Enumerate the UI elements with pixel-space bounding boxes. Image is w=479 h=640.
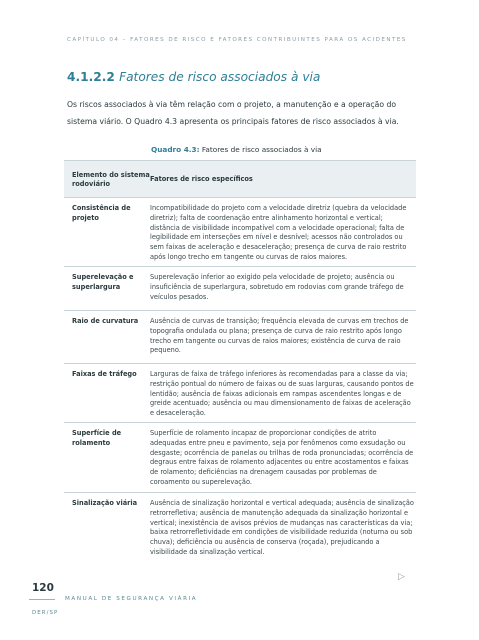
row-factors: Larguras de faixa de tráfego inferiores às recomendadas para a classe da via; restrição pontual do número de faixas ou de suas larguras, causando pontos de lentidão; ausência de faixas adicionais em rampas ascendentes longas e de greide acentuado; ausência ou mau dimensionamento de faixas de aceleração e desaceleração. <box>150 370 414 418</box>
footer-divider <box>29 599 55 600</box>
table-row <box>64 493 416 571</box>
row-factors: Superelevação inferior ao exigido pela velocidade de projeto; ausência ou insuficiência de superlargura, sobretudo em rodovias com grande tráfego de veículos pesados. <box>150 273 404 301</box>
table-row <box>64 423 416 493</box>
page-number: 120 <box>32 582 54 594</box>
table-row <box>64 311 416 364</box>
row-element: Sinalização viária <box>72 499 138 507</box>
row-factors: Ausência de curvas de transição; frequência elevada de curvas em trechos de topografia ondulada ou plana; presença de curva de raio restrito após longo trecho em tangente ou curvas de raios maiores; existência de curva de raio pequeno. <box>150 317 409 355</box>
row-element: Consistência de projeto <box>72 204 131 222</box>
risk-factors-table <box>64 160 416 571</box>
next-page-icon[interactable]: ▷ <box>398 572 405 582</box>
chapter-header: CAPÍTULO 04 – FATORES DE RISCO E FATORES CONTRIBUINTES PARA OS ACIDENTES <box>67 37 407 43</box>
row-element: Raio de curvatura <box>72 317 139 325</box>
table-row <box>64 198 416 267</box>
organization-label: DER/SP <box>32 610 59 616</box>
table-caption <box>151 145 322 154</box>
header-element: Elemento do sistema rodoviário <box>72 171 150 188</box>
row-element: Superfície de rolamento <box>72 429 122 447</box>
intro-paragraph: Os riscos associados à via têm relação com o projeto, a manutenção e a operação do sistema viário. O Quadro 4.3 apresenta os principais fatores de risco associados à via. <box>67 100 399 126</box>
row-factors: Ausência de sinalização horizontal e vertical adequada; ausência de sinalização retrorrefletiva; ausência de manutenção adequada da sinalização horizontal e vertical; inexistência de avisos prévios de mudanças nas características da via; baixa retrorrefletividade em condições de visibilidade reduzida (noturna ou sob chuva); deficiência ou ausência de conserva (roçada), prejudicando a visibilidade da sinalização vertical. <box>150 499 414 556</box>
table-row <box>64 267 416 311</box>
caption-text: Fatores de risco associados à via <box>201 145 322 154</box>
header-factors: Fatores de risco específicos <box>150 175 253 183</box>
manual-title: MANUAL DE SEGURANÇA VIÁRIA <box>65 596 198 602</box>
table-header <box>64 160 416 198</box>
row-factors: Incompatibilidade do projeto com a velocidade diretriz (quebra da velocidade diretriz); falta de coordenação entre alinhamento horizontal e vertical; distância de visibilidade incompatível com a velocidade operacional; falta de legibilidade em interseções em nível e desnível; acessos não controlados ou sem faixas de aceleração e desaceleração; presença de curva de raio restrito após longo trecho em tangente ou curvas de raios maiores. <box>150 204 407 261</box>
table-row <box>64 364 416 423</box>
row-element: Superelevação e superlargura <box>72 273 134 291</box>
row-element: Faixas de tráfego <box>72 370 137 378</box>
row-factors: Superfície de rolamento incapaz de proporcionar condições de atrito adequadas entre pneu e pavimento, seja por fenômenos como exsudação ou desgaste; ocorrência de panelas ou trilhas de roda pronunciadas; ocorrência de degraus entre faixas de rolamento adjacentes ou entre acostamentos e faixas de rolamento; deficiências na drenagem causadas por problemas de coroamento ou superelevação. <box>150 429 414 486</box>
caption-label: Quadro 4.3: <box>151 145 200 154</box>
section-heading <box>67 70 320 84</box>
section-number: 4.1.2.2 <box>67 70 115 84</box>
section-title: Fatores de risco associados à via <box>119 70 321 84</box>
